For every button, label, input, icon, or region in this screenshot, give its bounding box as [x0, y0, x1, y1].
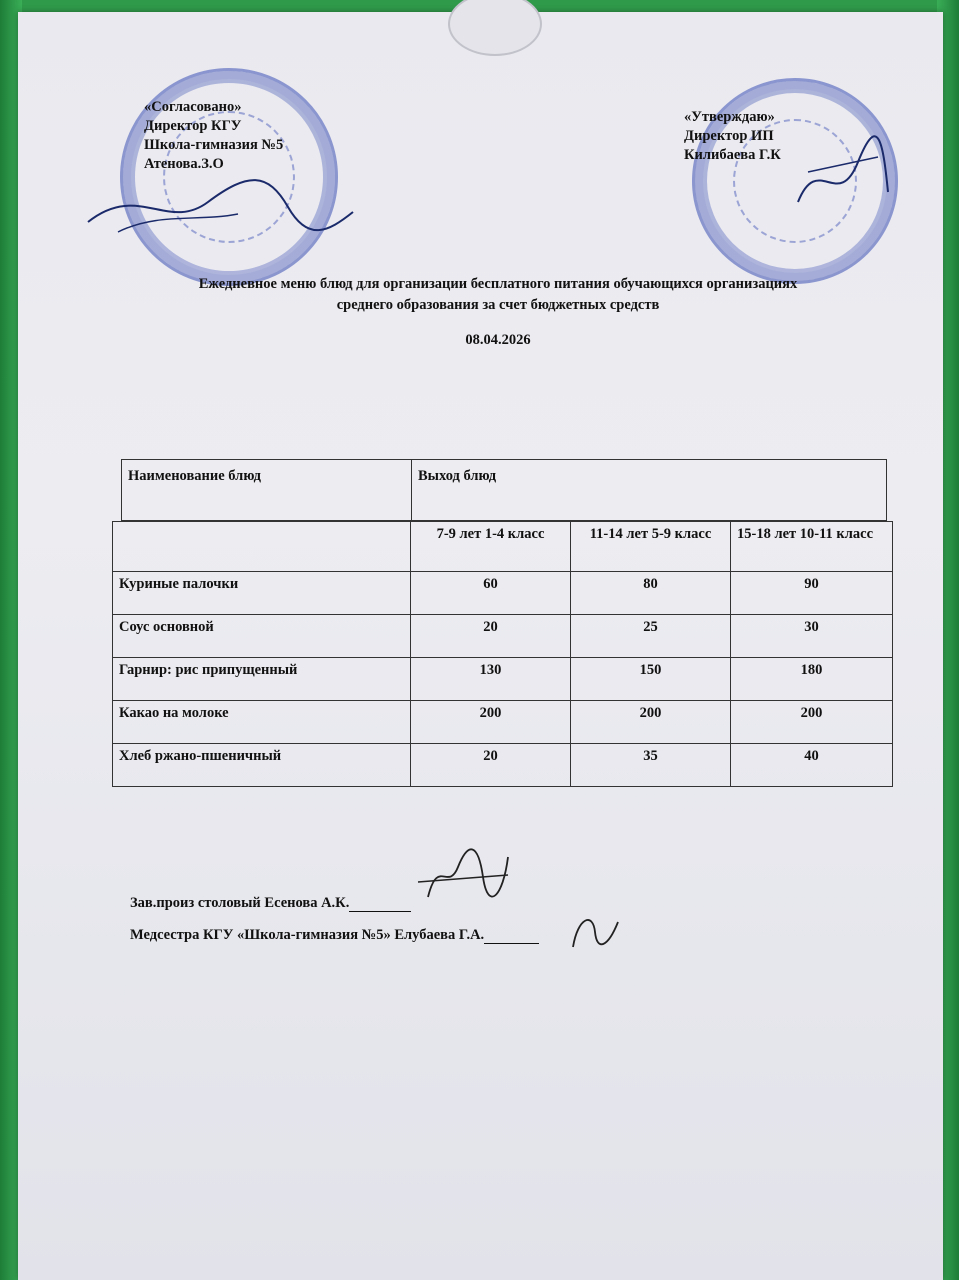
confirmation-line: «Утверждаю» — [684, 109, 775, 125]
menu-table — [112, 521, 893, 787]
menu-title-line1: Ежедневное меню блюд для организации бесплатного питания обучающихся организациях — [198, 276, 798, 292]
dish-portion: 150 — [571, 658, 731, 701]
confirmation-block — [684, 108, 781, 165]
signature-underline — [349, 897, 411, 912]
nurse-line — [130, 927, 539, 944]
table-row — [113, 522, 893, 572]
table-row — [113, 572, 893, 615]
dish-name: Гарнир: рис припущенный — [113, 658, 411, 701]
nurse-signature-icon — [563, 907, 633, 957]
menu-date: 08.04.2026 — [465, 332, 531, 348]
confirmation-line: Директор ИП — [684, 128, 774, 144]
menu-title-line2: среднего образования за счет бюджетных средств — [336, 297, 660, 313]
header-name-label: Наименование блюд — [128, 468, 261, 484]
dish-portion: 180 — [731, 658, 893, 701]
canteen-manager-signature-icon — [408, 837, 518, 907]
canteen-manager-label: Зав.произ столовый Есенова А.К. — [130, 895, 350, 911]
dish-portion: 200 — [731, 701, 893, 744]
dish-portion: 25 — [571, 615, 731, 658]
header-output-label: Выход блюд — [418, 468, 497, 484]
table-row — [113, 615, 893, 658]
dish-portion: 35 — [571, 744, 731, 787]
table-header-box — [121, 459, 887, 521]
dish-name: Хлеб ржано-пшеничный — [113, 744, 411, 787]
column-header: 7-9 лет 1-4 класс — [411, 522, 571, 572]
approval-line: Директор КГУ — [144, 118, 242, 134]
canteen-manager-line — [130, 895, 411, 912]
director-signature-icon — [78, 162, 358, 242]
approval-line: Атенова.З.О — [144, 156, 224, 172]
dish-portion: 200 — [411, 701, 571, 744]
header-name-cell — [122, 460, 412, 520]
dish-portion: 20 — [411, 615, 571, 658]
dish-portion: 60 — [411, 572, 571, 615]
dish-portion: 20 — [411, 744, 571, 787]
dish-name: Соус основной — [113, 615, 411, 658]
column-header: 11-14 лет 5-9 класс — [571, 522, 731, 572]
signature-underline — [484, 929, 539, 944]
dish-portion: 90 — [731, 572, 893, 615]
nurse-label: Медсестра КГУ «Школа-гимназия №5» Елубаева Г.А. — [130, 927, 485, 943]
table-row — [113, 658, 893, 701]
table-row — [113, 744, 893, 787]
dish-name: Куриные палочки — [113, 572, 411, 615]
approval-line: «Согласовано» — [144, 99, 242, 115]
dish-portion: 40 — [731, 744, 893, 787]
dish-portion: 200 — [571, 701, 731, 744]
menu-document — [18, 12, 943, 1280]
dish-name: Какао на молоке — [113, 701, 411, 744]
entrepreneur-signature-icon — [788, 132, 898, 222]
column-header: 15-18 лет 10-11 класс — [731, 522, 893, 572]
paper-sheet — [18, 12, 943, 1280]
dish-portion: 80 — [571, 572, 731, 615]
dish-portion: 130 — [411, 658, 571, 701]
approval-line: Школа-гимназия №5 — [144, 137, 284, 153]
confirmation-line: Килибаева Г.К — [684, 147, 781, 163]
table-cell — [113, 522, 411, 572]
table-row — [113, 701, 893, 744]
dish-portion: 30 — [731, 615, 893, 658]
